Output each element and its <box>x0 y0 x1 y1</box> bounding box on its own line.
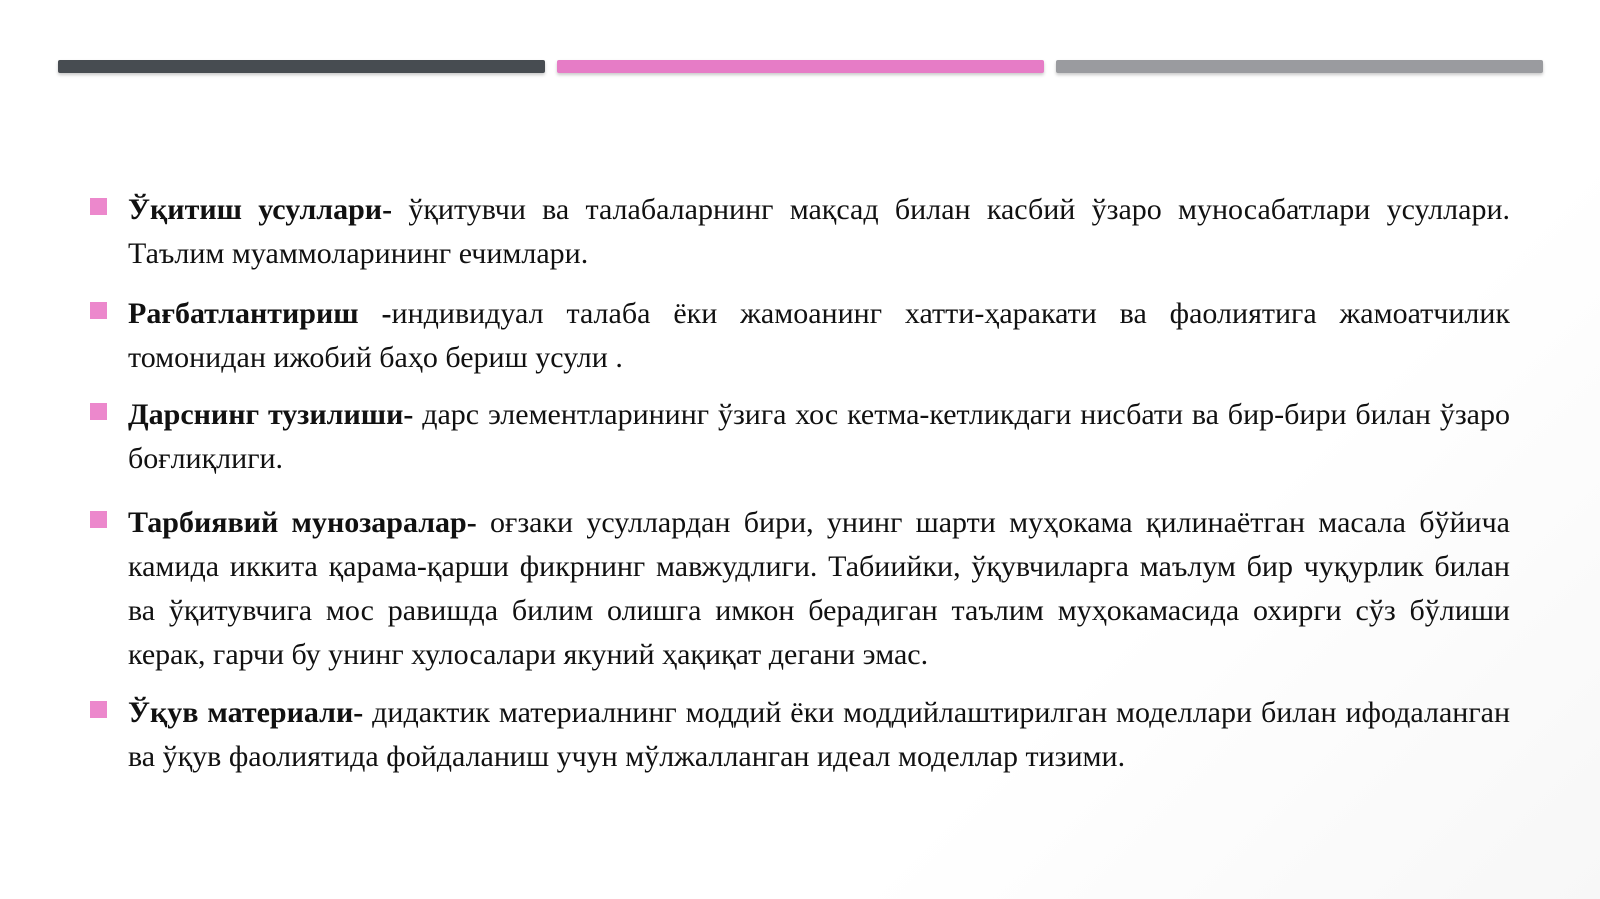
list-item <box>90 501 1510 677</box>
square-bullet-icon <box>90 511 107 528</box>
item-text: дарс элементларининг ўзига хос кетма-кетликдаги нисбати ва бир-бири билан ўзаро боғлиқлиги. <box>128 398 1510 475</box>
item-text: оғзаки усуллардан бири, унинг шарти муҳокама қилинаётган масала бўйича камида иккита қарама-қарши фикрнинг мавжудлиги. Табиийки, ўқувчиларга маълум бир чуқурлик билан ва ўқитувчига мос равишда билим олишга имкон берадиган таълим муҳокамасида охирги сўз бўлиши керак, гарчи бу унинг хулосалари якуний ҳақиқат дегани эмас. <box>128 506 1510 671</box>
slide-content <box>90 188 1510 779</box>
square-bullet-icon <box>90 701 107 718</box>
item-separator: - <box>382 193 409 226</box>
item-text: ўқитувчи ва талабаларнинг мақсад билан касбий ўзаро муносабатлари усуллари. Таълим муаммоларининг ечимлари. <box>128 193 1510 270</box>
item-separator: - <box>403 398 423 431</box>
definition-list <box>90 188 1510 779</box>
item-separator: - <box>466 506 491 539</box>
item-term: Ўқув материали <box>128 696 354 729</box>
item-text: дидактик материалнинг моддий ёки моддийлаштирилган моделлари билан ифодаланган ва ўқув фаолиятида фойдаланиш учун мўлжалланган идеал моделлар тизими. <box>128 696 1510 773</box>
item-separator: - <box>358 297 392 330</box>
list-item <box>90 292 1510 380</box>
item-term: Дарснинг тузилиши <box>128 398 404 431</box>
item-separator: - <box>353 696 373 729</box>
list-item <box>90 691 1510 779</box>
square-bullet-icon <box>90 198 107 215</box>
square-bullet-icon <box>90 302 107 319</box>
item-term: Рағбатлантириш <box>128 297 359 330</box>
list-item <box>90 393 1510 481</box>
square-bullet-icon <box>90 403 107 420</box>
item-text: индивидуал талаба ёки жамоанинг хатти-ҳаракати ва фаолиятига жамоатчилик томонидан ижобий баҳо бериш усули . <box>128 297 1510 374</box>
accent-bar-pink <box>557 60 1044 73</box>
accent-bar-gray <box>1056 60 1543 73</box>
item-term: Ўқитиш усуллари <box>128 193 383 226</box>
accent-bar-dark <box>58 60 545 73</box>
item-term: Тарбиявий мунозаралар <box>128 506 467 539</box>
list-item <box>90 188 1510 276</box>
